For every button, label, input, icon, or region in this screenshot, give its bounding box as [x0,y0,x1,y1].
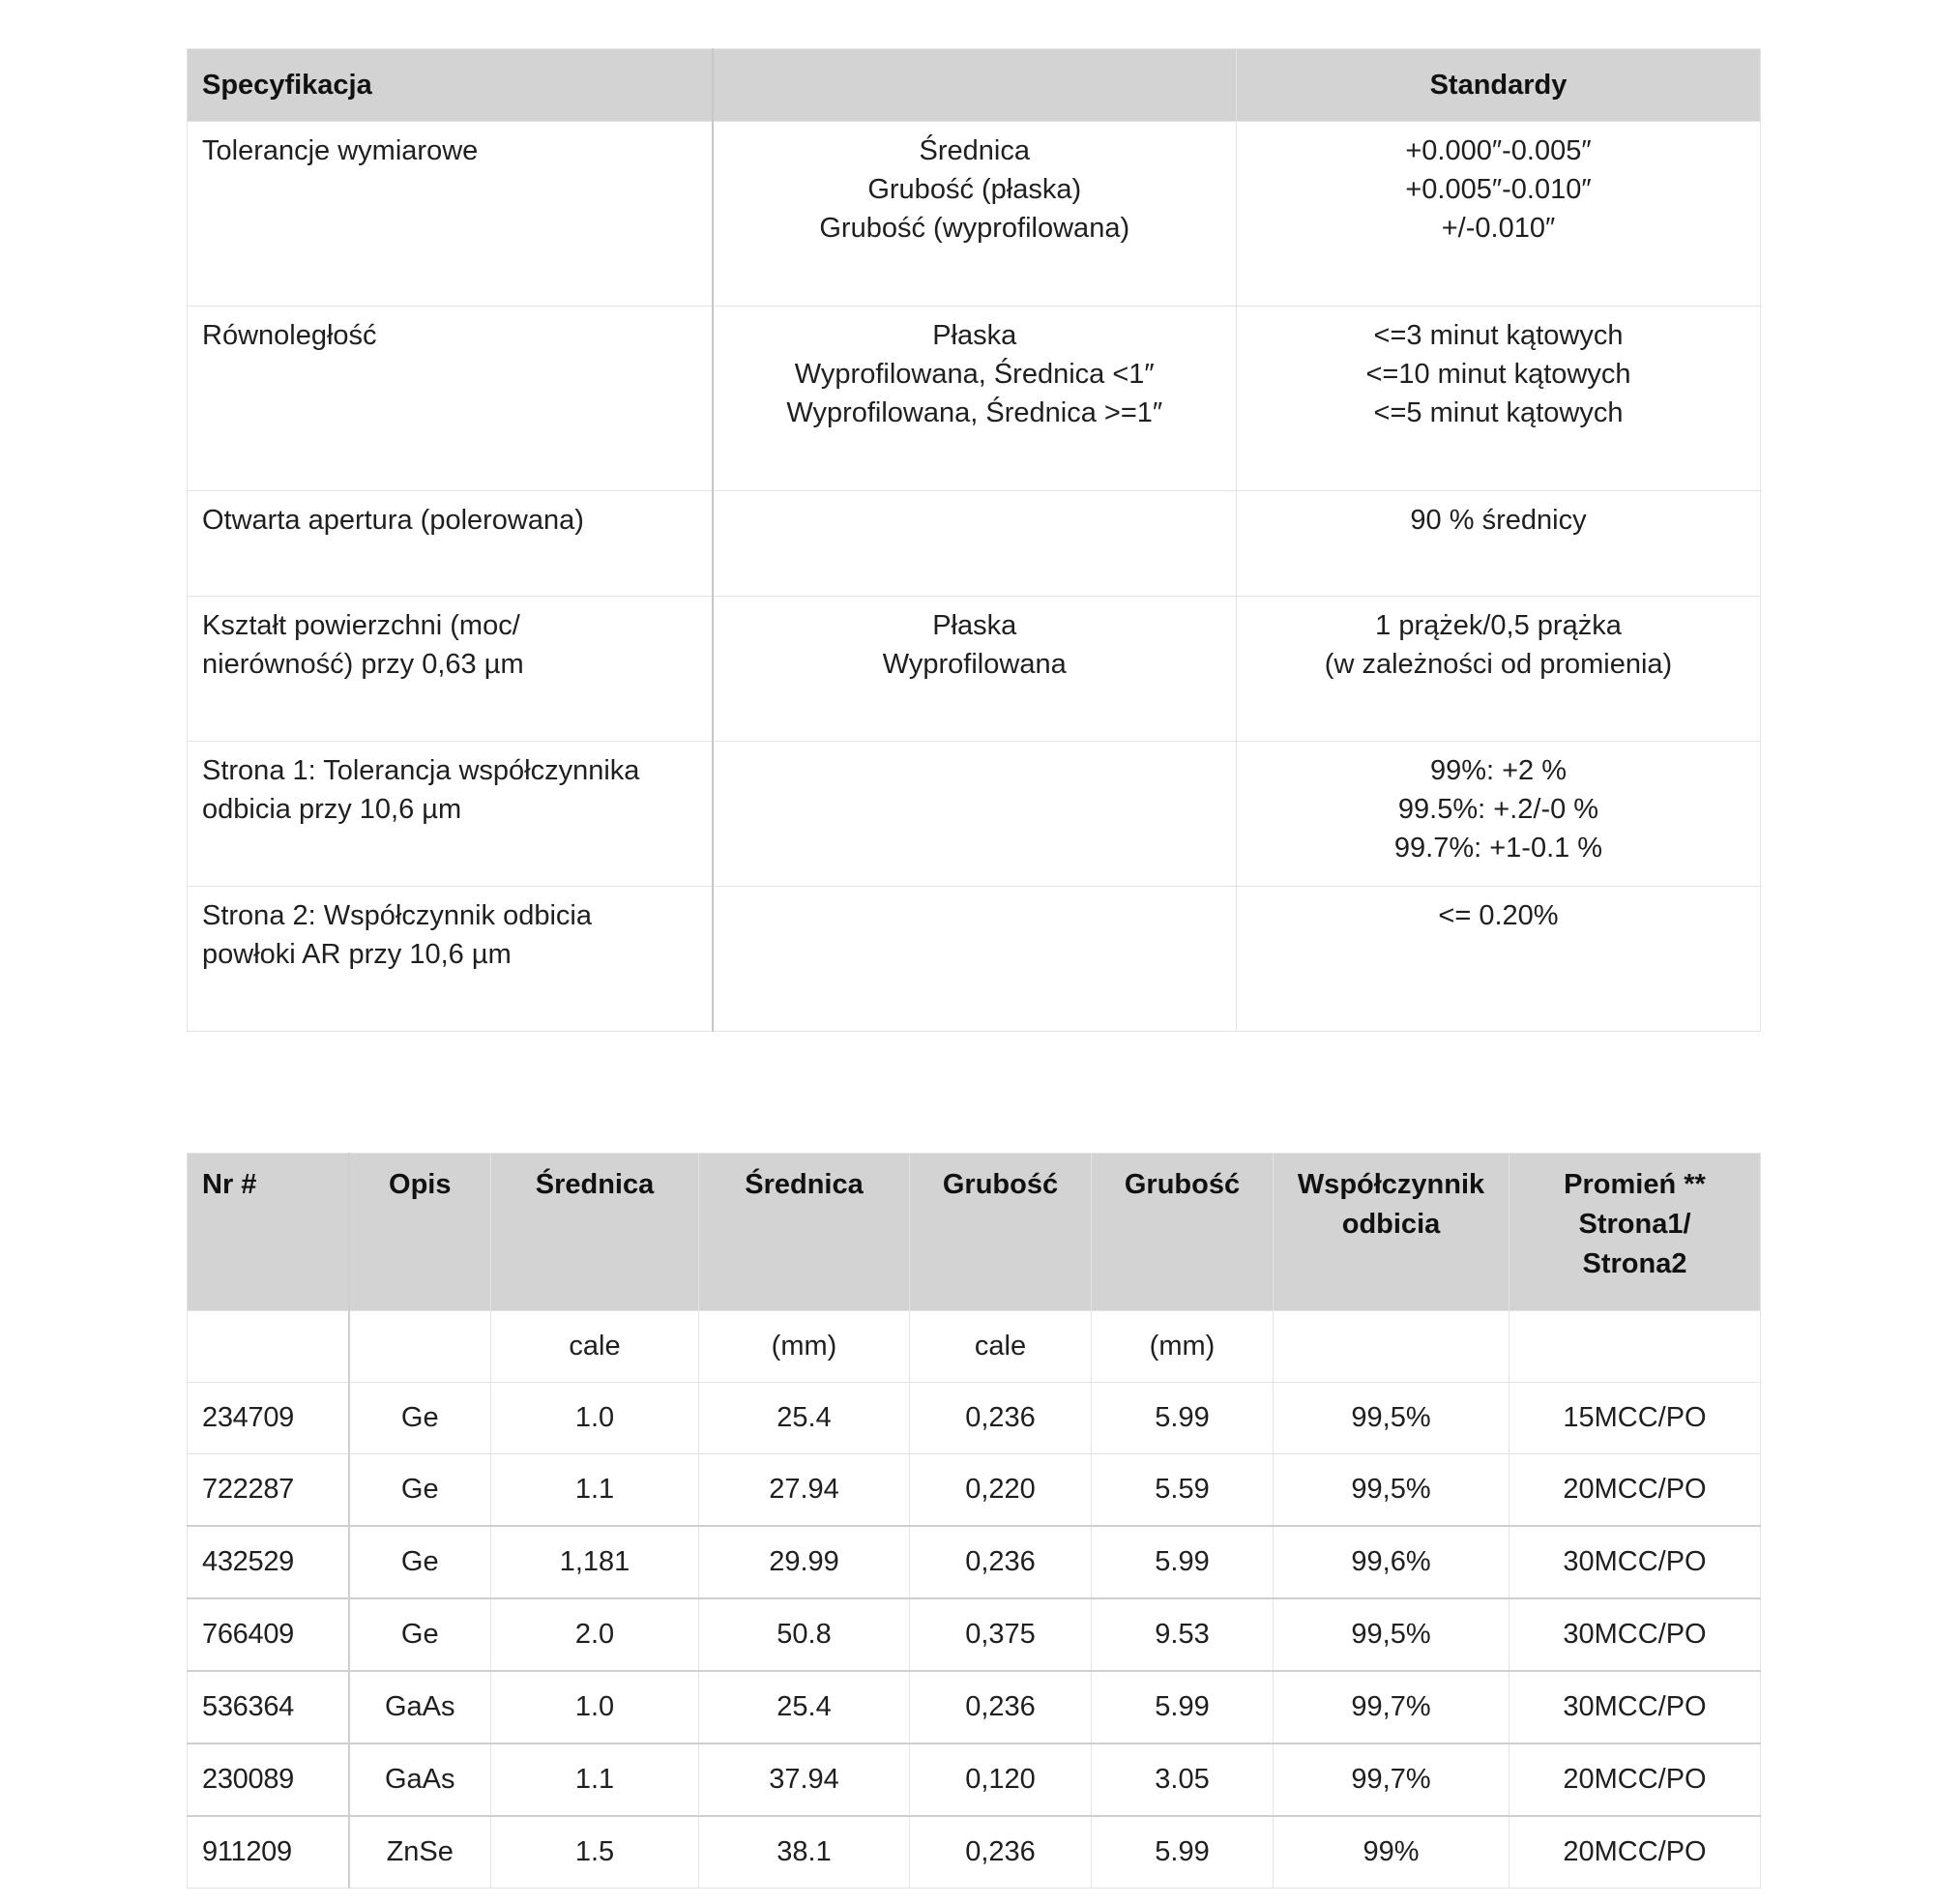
spec-label-text: Otwarta apertura (polerowana) [202,505,584,536]
spec-header-row [188,49,1761,122]
cell-opis: Ge [349,1598,491,1671]
cell-reflectance: 99,6% [1274,1526,1509,1598]
cell-thickness-mm: 5.59 [1092,1454,1274,1527]
header-reflectance [1274,1154,1509,1311]
cell-thickness-mm: 3.05 [1092,1743,1274,1816]
spec-parameter-line: Grubość (płaska) [867,174,1082,205]
cell-thickness-in: 0,236 [910,1383,1092,1454]
spec-header-specification: Specyfikacja [188,49,713,122]
cell-radius: 20MCC/PO [1509,1816,1761,1889]
cell-radius: 20MCC/PO [1509,1743,1761,1816]
cell-thickness-mm: 5.99 [1092,1526,1274,1598]
cell-diameter-mm: 50.8 [699,1598,910,1671]
spec-standard-line: 1 prążek/0,5 prążka [1375,610,1622,641]
table-row [188,1454,1761,1527]
spec-label [188,307,713,491]
cell-nr: 230089 [188,1743,349,1816]
spec-label-text: Kształt powierzchni (moc/ [202,610,520,641]
cell-nr: 911209 [188,1816,349,1889]
cell-opis: Ge [349,1454,491,1527]
cell-diameter-mm: 29.99 [699,1526,910,1598]
spec-standard-line: 99.5%: +.2/-0 % [1397,794,1599,825]
cell-opis: Ge [349,1526,491,1598]
cell-nr: 536364 [188,1671,349,1743]
spec-parameter [713,491,1237,597]
header-reflectance-line: Współczynnik [1297,1169,1485,1200]
cell-radius: 20MCC/PO [1509,1454,1761,1527]
spec-standard-line: +/-0.010″ [1441,213,1556,244]
spec-standard [1237,491,1761,597]
spec-label [188,122,713,307]
header-radius-line: Promień ** [1564,1169,1706,1200]
unit-reflectance [1274,1311,1509,1383]
cell-thickness-mm: 5.99 [1092,1816,1274,1889]
cell-reflectance: 99,5% [1274,1454,1509,1527]
table-row [188,1816,1761,1889]
spec-standard-line: <= 0.20% [1438,900,1559,931]
unit-thickness-in: cale [910,1311,1092,1383]
cell-thickness-in: 0,236 [910,1671,1092,1743]
cell-diameter-mm: 38.1 [699,1816,910,1889]
spec-standard-line: +0.000″-0.005″ [1405,135,1592,166]
cell-diameter-in: 1.1 [491,1743,699,1816]
spec-standard-line: 99%: +2 % [1429,755,1568,786]
spec-standard [1237,122,1761,307]
spec-standard [1237,742,1761,887]
cell-diameter-in: 1.1 [491,1454,699,1527]
spec-standard-line: <=5 minut kątowych [1373,397,1624,428]
units-row [188,1311,1761,1383]
spec-standard-line: <=10 minut kątowych [1365,359,1631,390]
spec-row-side1-reflectance [188,742,1761,887]
spec-parameter-line: Płaska [932,610,1017,641]
spec-parameter [713,742,1237,887]
spec-standard-line: 99.7%: +1-0.1 % [1393,833,1603,864]
spec-label-text: Równoległość [202,320,377,351]
cell-nr: 234709 [188,1383,349,1454]
spec-standard-line: (w zależności od promienia) [1324,649,1673,680]
spec-header-middle [713,49,1237,122]
spec-parameter-line: Wyprofilowana, Średnica <1″ [794,359,1155,390]
spec-row-surface-figure [188,597,1761,742]
table-row [188,1383,1761,1454]
spec-parameter [713,887,1237,1032]
cell-radius: 30MCC/PO [1509,1598,1761,1671]
unit-radius [1509,1311,1761,1383]
spec-parameter [713,597,1237,742]
spec-label [188,887,713,1032]
cell-nr: 722287 [188,1454,349,1527]
spec-label [188,491,713,597]
cell-radius: 30MCC/PO [1509,1671,1761,1743]
spec-label-text: Strona 1: Tolerancja współczynnika [202,755,640,786]
spec-parameter-line: Wyprofilowana, Średnica >=1″ [786,397,1163,428]
cell-thickness-in: 0,220 [910,1454,1092,1527]
cell-thickness-in: 0,120 [910,1743,1092,1816]
header-nr: Nr # [188,1154,349,1311]
spec-standard-line: +0.005″-0.010″ [1405,174,1592,205]
spec-label [188,742,713,887]
header-diameter-mm: Średnica [699,1154,910,1311]
spec-header-standards: Standardy [1237,49,1761,122]
spec-standard-line: <=3 minut kątowych [1373,320,1624,351]
unit-diameter-in: cale [491,1311,699,1383]
unit-opis [349,1311,491,1383]
spec-row-clear-aperture [188,491,1761,597]
table-row [188,1598,1761,1671]
cell-diameter-mm: 37.94 [699,1743,910,1816]
cell-diameter-mm: 27.94 [699,1454,910,1527]
cell-radius: 15MCC/PO [1509,1383,1761,1454]
cell-thickness-mm: 5.99 [1092,1383,1274,1454]
spec-standard [1237,887,1761,1032]
cell-thickness-mm: 5.99 [1092,1671,1274,1743]
spec-standard [1237,597,1761,742]
header-radius-line: Strona2 [1582,1248,1687,1279]
cell-reflectance: 99,5% [1274,1383,1509,1454]
header-radius [1509,1154,1761,1311]
cell-thickness-mm: 9.53 [1092,1598,1274,1671]
table-row [188,1743,1761,1816]
header-reflectance-line: odbicia [1341,1209,1441,1240]
header-thickness-in: Grubość [910,1154,1092,1311]
products-table [187,1153,1761,1889]
spec-label-text: Strona 2: Współczynnik odbicia [202,900,592,931]
specification-table [187,48,1761,1032]
header-opis: Opis [349,1154,491,1311]
cell-nr: 766409 [188,1598,349,1671]
spec-label-text: powłoki AR przy 10,6 µm [202,939,512,970]
cell-thickness-in: 0,236 [910,1816,1092,1889]
products-header-row [188,1154,1761,1311]
unit-diameter-mm: (mm) [699,1311,910,1383]
cell-thickness-in: 0,375 [910,1598,1092,1671]
spec-label-text: Tolerancje wymiarowe [202,135,479,166]
cell-diameter-in: 1.0 [491,1671,699,1743]
cell-diameter-in: 1,181 [491,1526,699,1598]
cell-opis: GaAs [349,1671,491,1743]
header-thickness-mm: Grubość [1092,1154,1274,1311]
cell-diameter-mm: 25.4 [699,1383,910,1454]
spec-label-text: odbicia przy 10,6 µm [202,794,462,825]
header-radius-line: Strona1/ [1578,1209,1691,1240]
spec-parameter [713,307,1237,491]
spec-row-dimensional-tolerances [188,122,1761,307]
cell-diameter-mm: 25.4 [699,1671,910,1743]
cell-diameter-in: 1.5 [491,1816,699,1889]
cell-diameter-in: 1.0 [491,1383,699,1454]
cell-opis: ZnSe [349,1816,491,1889]
spec-row-parallelism [188,307,1761,491]
spec-parameter-line: Płaska [932,320,1017,351]
spec-standard-line: 90 % średnicy [1410,505,1587,536]
spec-parameter-line: Grubość (wyprofilowana) [819,213,1130,244]
spec-parameter-line: Wyprofilowana [882,649,1067,680]
cell-reflectance: 99,7% [1274,1671,1509,1743]
table-row [188,1526,1761,1598]
table-row [188,1671,1761,1743]
spec-row-side2-ar-reflectance [188,887,1761,1032]
cell-opis: GaAs [349,1743,491,1816]
cell-reflectance: 99,7% [1274,1743,1509,1816]
unit-nr [188,1311,349,1383]
spec-standard [1237,307,1761,491]
spec-parameter [713,122,1237,307]
unit-thickness-mm: (mm) [1092,1311,1274,1383]
cell-diameter-in: 2.0 [491,1598,699,1671]
spec-label [188,597,713,742]
cell-radius: 30MCC/PO [1509,1526,1761,1598]
cell-thickness-in: 0,236 [910,1526,1092,1598]
header-diameter-in: Średnica [491,1154,699,1311]
spec-label-text: nierówność) przy 0,63 µm [202,649,524,680]
cell-reflectance: 99,5% [1274,1598,1509,1671]
cell-nr: 432529 [188,1526,349,1598]
cell-reflectance: 99% [1274,1816,1509,1889]
spec-parameter-line: Średnica [919,135,1030,166]
cell-opis: Ge [349,1383,491,1454]
